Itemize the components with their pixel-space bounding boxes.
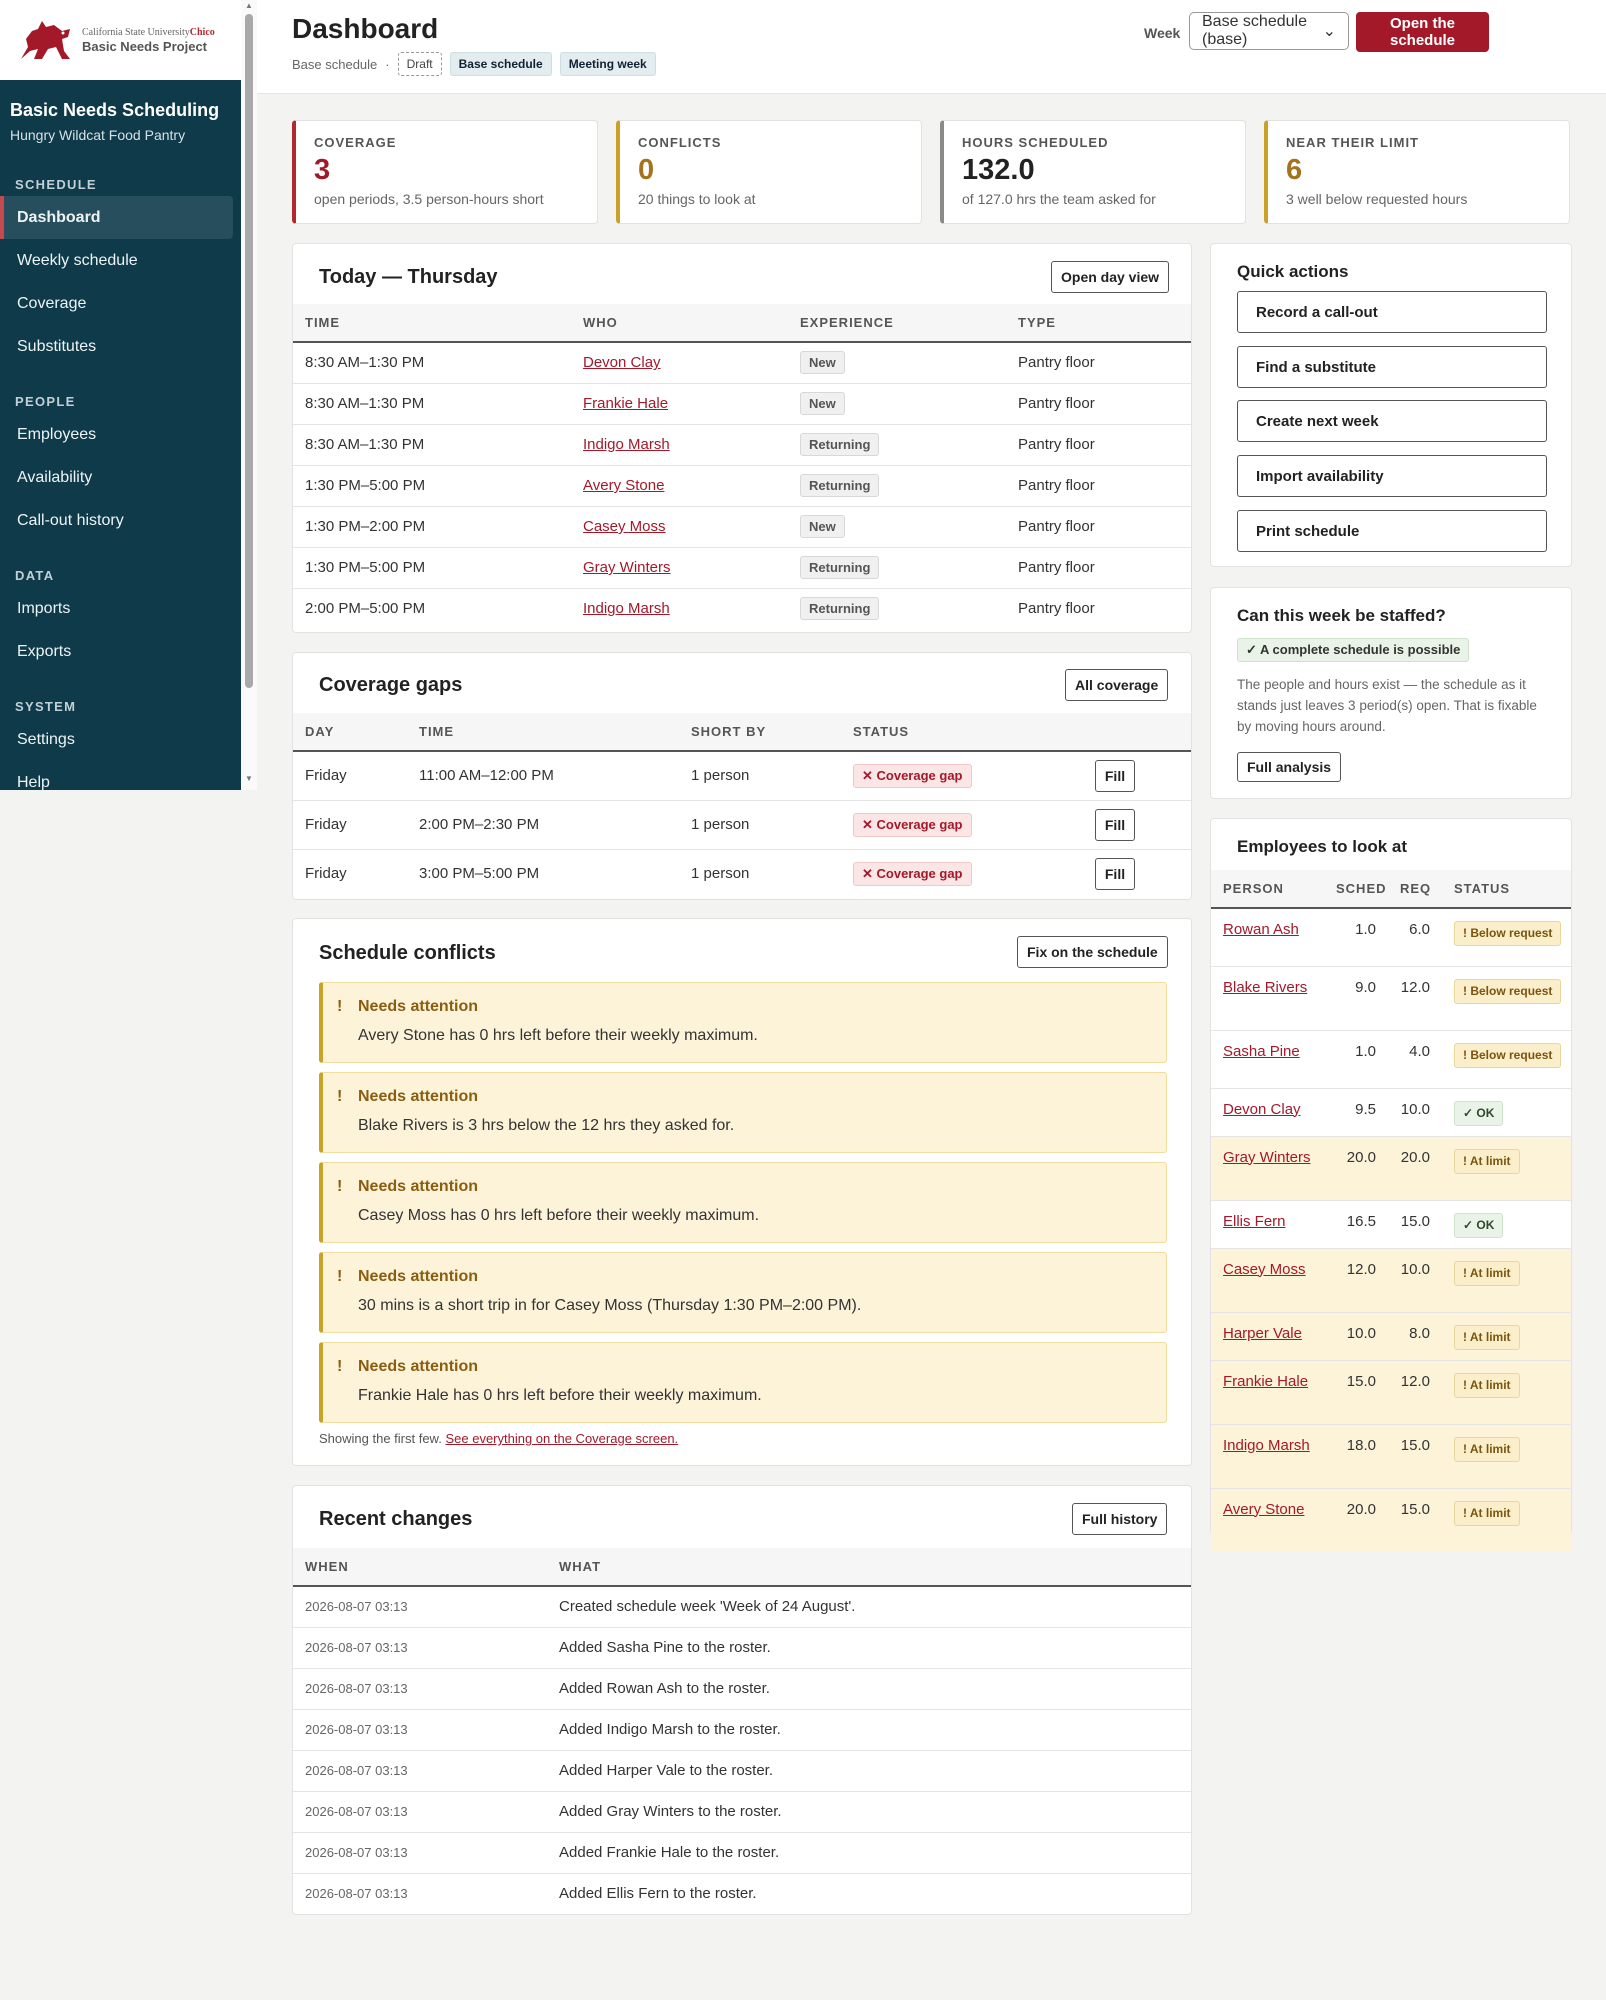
shift-time: 2:00 PM–5:00 PM [305, 600, 426, 618]
today-table [293, 304, 1191, 629]
staffing-text: The people and hours exist — the schedule as it stands just leaves 3 period(s) open. That is fixable by moving hours around. [1237, 677, 1537, 734]
quick-actions-title: Quick actions [1237, 262, 1349, 281]
table-row [1211, 908, 1571, 966]
experience-badge: New [800, 351, 845, 374]
change-what: Added Indigo Marsh to the roster. [547, 1709, 1191, 1750]
gap-time: 2:00 PM–2:30 PM [407, 800, 679, 849]
shift-type: Pantry floor [1006, 383, 1191, 424]
scroll-up-arrow-icon[interactable]: ▲ [245, 1, 253, 10]
fix-on-schedule-button[interactable]: Fix on the schedule [1017, 936, 1168, 968]
status-badge: ! Below request [1454, 1043, 1561, 1068]
employees-title: Employees to look at [1237, 837, 1408, 856]
week-label: Week [1144, 25, 1181, 41]
stat-value: 0 [638, 154, 655, 186]
all-coverage-button[interactable]: All coverage [1065, 669, 1168, 701]
stat-card-conflicts [616, 120, 922, 224]
conflict-title: Needs attention [358, 1178, 479, 1195]
requested-hours: 15.0 [1388, 1488, 1442, 1552]
column-header: REQ [1388, 870, 1442, 908]
employee-link[interactable]: Casey Moss [1223, 1260, 1306, 1278]
table-row [1211, 1088, 1571, 1136]
table-row [293, 1791, 1191, 1832]
conflict-title: Needs attention [358, 1268, 479, 1285]
full-analysis-button[interactable]: Full analysis [1237, 752, 1341, 782]
record-call-out-button[interactable]: Record a call-out [1237, 291, 1547, 333]
table-row [293, 1668, 1191, 1709]
table-row [293, 424, 1191, 465]
coverage-gaps-title: Coverage gaps [319, 674, 463, 696]
conflicts-footer [319, 1431, 678, 1446]
conflict-message: Frankie Hale has 0 hrs left before their weekly maximum. [358, 1387, 762, 1404]
requested-hours: 8.0 [1388, 1312, 1442, 1360]
table-row [1211, 1030, 1571, 1088]
shift-type: Pantry floor [1006, 424, 1191, 465]
employees-card [1210, 818, 1572, 1534]
coverage-gaps-card [292, 652, 1192, 900]
coverage-screen-link[interactable]: See everything on the Coverage screen. [445, 1431, 679, 1446]
sidebar [0, 0, 241, 790]
open-day-view-button[interactable]: Open day view [1051, 261, 1169, 293]
x-icon: ✕ [862, 865, 877, 881]
nav-item-call-out-history[interactable]: Call-out history [17, 512, 124, 529]
column-header: WHAT [547, 1548, 1191, 1586]
nav-section-schedule: SCHEDULE [15, 177, 97, 192]
scheduled-hours: 18.0 [1324, 1424, 1388, 1488]
employee-link[interactable]: Indigo Marsh [583, 600, 670, 618]
conflict-alert [319, 1072, 1167, 1153]
shift-type: Pantry floor [1006, 506, 1191, 547]
status-badge: ! Below request [1454, 921, 1561, 946]
check-icon: ✓ [1463, 1217, 1477, 1232]
change-what: Added Rowan Ash to the roster. [547, 1668, 1191, 1709]
nav-section-system: SYSTEM [15, 699, 77, 714]
table-row [293, 465, 1191, 506]
change-when: 2026-08-07 03:13 [305, 1886, 408, 1902]
change-when: 2026-08-07 03:13 [293, 1750, 547, 1791]
status-badge: ! At limit [1454, 1437, 1520, 1462]
stat-note: open periods, 3.5 person-hours short [314, 191, 544, 207]
create-next-week-button[interactable]: Create next week [1237, 400, 1547, 442]
today-title: Today — Thursday [319, 266, 498, 288]
full-history-button[interactable]: Full history [1072, 1503, 1167, 1535]
coverage-gap-badge: ✕ Coverage gap [853, 764, 972, 788]
week-select-value: Base schedule (base) [1202, 13, 1307, 48]
conflict-title: Needs attention [358, 998, 479, 1015]
requested-hours: 10.0 [1388, 1248, 1442, 1312]
nav-item-settings[interactable]: Settings [17, 731, 75, 748]
status-pill-base: Base schedule [450, 52, 552, 76]
gap-day: Friday [305, 865, 347, 883]
change-when: 2026-08-07 03:13 [293, 1709, 547, 1750]
scheduled-hours: 10.0 [1324, 1312, 1388, 1360]
employee-link[interactable]: Harper Vale [1223, 1324, 1302, 1342]
recent-changes-table [293, 1548, 1191, 1914]
column-header: SHORT BY [679, 713, 841, 751]
wildcat-logo-icon [18, 17, 76, 63]
stat-value: 3 [314, 154, 331, 186]
status-badge: ! At limit [1454, 1261, 1520, 1286]
quick-actions-card [1210, 243, 1572, 567]
column-header: WHEN [293, 1548, 547, 1586]
table-row [1211, 1360, 1571, 1424]
warning-icon: ! [337, 1358, 343, 1375]
status-badge: ! Below request [1454, 979, 1561, 1004]
conflict-alert [319, 1162, 1167, 1243]
conflicts-footer-text: Showing the first few. [319, 1431, 442, 1446]
x-icon: ✕ [862, 816, 877, 832]
employee-link[interactable]: Gray Winters [1223, 1148, 1311, 1166]
stat-label: HOURS SCHEDULED [962, 135, 1109, 150]
recent-changes-title: Recent changes [319, 1508, 473, 1530]
requested-hours: 12.0 [1388, 966, 1442, 1030]
shift-time: 8:30 AM–1:30 PM [293, 383, 571, 424]
nav-item-exports[interactable]: Exports [17, 643, 72, 660]
scheduled-hours: 1.0 [1324, 908, 1388, 966]
sidebar-scrollbar[interactable] [241, 0, 257, 790]
scrollbar-thumb[interactable] [245, 14, 253, 688]
stat-label: COVERAGE [314, 135, 397, 150]
status-pill-draft: Draft [398, 52, 442, 76]
scheduled-hours: 20.0 [1324, 1488, 1388, 1552]
stat-card-coverage [292, 120, 598, 224]
breadcrumb-label: Base schedule [292, 56, 378, 72]
table-row [293, 1627, 1191, 1668]
scheduled-hours: 9.0 [1324, 966, 1388, 1030]
gap-short-by: 1 person [691, 865, 750, 883]
requested-hours: 15.0 [1388, 1424, 1442, 1488]
column-header: EXPERIENCE [788, 304, 1006, 342]
change-when: 2026-08-07 03:13 [293, 1668, 547, 1709]
coverage-gaps-table [293, 713, 1191, 898]
today-rows [293, 342, 1191, 629]
change-what: Added Harper Vale to the roster. [547, 1750, 1191, 1791]
recent-changes-card [292, 1485, 1192, 1915]
warning-icon: ! [337, 998, 343, 1015]
shift-time: 8:30 AM–1:30 PM [293, 342, 571, 383]
change-when: 2026-08-07 03:13 [293, 1832, 547, 1873]
table-row [1211, 1424, 1571, 1488]
stat-card-hours [940, 120, 1246, 224]
employee-link[interactable]: Sasha Pine [1223, 1042, 1300, 1060]
column-header: TIME [293, 304, 571, 342]
import-availability-button[interactable]: Import availability [1237, 455, 1547, 497]
requested-hours: 4.0 [1388, 1030, 1442, 1088]
conflict-alert [319, 1342, 1167, 1423]
table-row [293, 342, 1191, 383]
check-icon: ✓ [1463, 1105, 1477, 1120]
employee-link[interactable]: Avery Stone [1223, 1500, 1305, 1518]
conflict-alert [319, 982, 1167, 1063]
change-when: 2026-08-07 03:13 [293, 1791, 547, 1832]
column-header: TYPE [1006, 304, 1191, 342]
schedule-conflicts-card [292, 918, 1192, 1466]
staffing-possible-badge: ✓ A complete schedule is possible [1237, 638, 1469, 662]
experience-badge: Returning [800, 433, 879, 456]
table-row [293, 1832, 1191, 1873]
app-subtitle: Hungry Wildcat Food Pantry [10, 127, 186, 143]
employee-link[interactable]: Frankie Hale [583, 395, 669, 412]
shift-type: Pantry floor [1006, 547, 1191, 588]
table-row [1211, 966, 1571, 1030]
conflict-message: 30 mins is a short trip in for Casey Moss (Thursday 1:30 PM–2:00 PM). [358, 1297, 862, 1314]
change-what: Created schedule week 'Week of 24 August'. [547, 1586, 1191, 1627]
employees-table [1211, 870, 1571, 1552]
shift-type: Pantry floor [1006, 342, 1191, 383]
shift-type: Pantry floor [1006, 465, 1191, 506]
shift-type: Pantry floor [1018, 600, 1095, 618]
column-header: WHO [571, 304, 788, 342]
status-badge: ! At limit [1454, 1373, 1520, 1398]
requested-hours: 20.0 [1388, 1136, 1442, 1200]
conflict-title: Needs attention [358, 1088, 479, 1105]
nav-item-substitutes[interactable]: Substitutes [17, 338, 97, 355]
nav-section-people: PEOPLE [15, 394, 76, 409]
shift-time: 1:30 PM–5:00 PM [293, 465, 571, 506]
stat-value: 6 [1286, 154, 1303, 186]
experience-badge: Returning [800, 597, 879, 620]
fill-button[interactable]: Fill [1095, 760, 1135, 792]
conflict-message: Casey Moss has 0 hrs left before their weekly maximum. [358, 1207, 760, 1224]
column-header: TIME [407, 713, 679, 751]
scheduled-hours: 15.0 [1324, 1360, 1388, 1424]
print-schedule-button[interactable]: Print schedule [1237, 510, 1547, 552]
table-row [293, 588, 1191, 629]
breadcrumb [292, 52, 656, 76]
fill-button[interactable]: Fill [1095, 809, 1135, 841]
gap-day: Friday [293, 800, 407, 849]
change-what: Added Ellis Fern to the roster. [559, 1885, 757, 1903]
warning-icon: ! [337, 1178, 343, 1195]
employee-link[interactable]: Devon Clay [583, 354, 661, 372]
status-pill-meeting-week: Meeting week [560, 52, 656, 76]
stat-note: 20 things to look at [638, 191, 756, 207]
top-bar [257, 0, 1606, 94]
employee-link[interactable]: Casey Moss [583, 518, 666, 535]
column-header: STATUS [841, 713, 1083, 751]
scheduled-hours: 20.0 [1324, 1136, 1388, 1200]
employee-link[interactable]: Blake Rivers [1223, 978, 1308, 996]
requested-hours: 15.0 [1388, 1200, 1442, 1248]
requested-hours: 10.0 [1388, 1088, 1442, 1136]
status-badge: ! At limit [1454, 1149, 1520, 1174]
table-row [293, 800, 1191, 849]
nav-item-imports[interactable]: Imports [17, 600, 71, 617]
page-title: Dashboard [292, 13, 439, 44]
nav-item-dashboard[interactable]: Dashboard [0, 196, 233, 239]
table-row [1211, 1200, 1571, 1248]
stat-note: 3 well below requested hours [1286, 191, 1468, 207]
table-row [1211, 1488, 1571, 1552]
stat-label: CONFLICTS [638, 135, 722, 150]
column-header: PERSON [1211, 870, 1324, 908]
change-what: Added Gray Winters to the roster. [547, 1791, 1191, 1832]
employee-link[interactable]: Indigo Marsh [1223, 1436, 1310, 1454]
table-row [293, 1873, 1191, 1914]
status-badge: ! At limit [1454, 1501, 1520, 1526]
experience-badge: New [800, 515, 845, 538]
conflict-message: Blake Rivers is 3 hrs below the 12 hrs they asked for. [358, 1117, 735, 1134]
warning-icon: ! [337, 1268, 343, 1285]
experience-badge: Returning [800, 556, 879, 579]
table-row [293, 849, 1191, 898]
coverage-gap-badge: ✕ Coverage gap [853, 813, 972, 837]
employee-link[interactable]: Frankie Hale [1223, 1372, 1309, 1390]
warning-icon: ! [337, 1088, 343, 1105]
scheduled-hours: 9.5 [1324, 1088, 1388, 1136]
status-badge: ✓ OK [1454, 1213, 1503, 1238]
employee-link[interactable]: Devon Clay [1223, 1100, 1301, 1118]
gap-day: Friday [293, 751, 407, 800]
open-schedule-button[interactable]: Open the schedule [1356, 12, 1489, 52]
conflict-alert [319, 1252, 1167, 1333]
x-icon: ✕ [862, 767, 877, 783]
schedule-conflicts-title: Schedule conflicts [319, 942, 496, 964]
column-header-action [1083, 713, 1191, 751]
gap-short-by: 1 person [679, 751, 841, 800]
stat-card-near-limit [1264, 120, 1570, 224]
stat-note: of 127.0 hrs the team asked for [962, 191, 1156, 207]
conflict-title: Needs attention [358, 1358, 479, 1375]
employee-link[interactable]: Indigo Marsh [583, 436, 670, 453]
change-what: Added Frankie Hale to the roster. [547, 1832, 1191, 1873]
app-title: Basic Needs Scheduling [10, 100, 220, 120]
shift-time: 8:30 AM–1:30 PM [293, 424, 571, 465]
breadcrumb-separator: · [385, 56, 390, 72]
university-name: California State UniversityChico [82, 26, 215, 38]
fill-button[interactable]: Fill [1095, 858, 1135, 890]
table-row [1211, 1248, 1571, 1312]
stat-label: NEAR THEIR LIMIT [1286, 135, 1419, 150]
shift-time: 1:30 PM–2:00 PM [293, 506, 571, 547]
nav-section-data: DATA [15, 568, 55, 583]
table-row [1211, 1136, 1571, 1200]
nav-item-help[interactable]: Help [17, 774, 50, 791]
staffing-card [1210, 587, 1572, 799]
table-row [293, 1709, 1191, 1750]
table-row [293, 1586, 1191, 1627]
today-card [292, 243, 1192, 633]
week-select[interactable] [1189, 12, 1349, 50]
gap-time: 3:00 PM–5:00 PM [419, 865, 540, 883]
chevron-down-icon: ⌄ [1322, 23, 1336, 40]
shift-time: 1:30 PM–5:00 PM [293, 547, 571, 588]
nav-item-availability[interactable]: Availability [17, 469, 93, 486]
status-badge: ✓ OK [1454, 1101, 1503, 1126]
table-row [293, 751, 1191, 800]
change-when: 2026-08-07 03:13 [293, 1627, 547, 1668]
coverage-gap-badge: ✕ Coverage gap [853, 862, 972, 886]
brand-logo[interactable] [0, 0, 241, 80]
experience-badge: New [800, 392, 845, 415]
scheduled-hours: 1.0 [1324, 1030, 1388, 1088]
project-name: Basic Needs Project [82, 38, 208, 54]
gap-short-by: 1 person [679, 800, 841, 849]
requested-hours: 12.0 [1388, 1360, 1442, 1424]
employee-link[interactable]: Rowan Ash [1223, 921, 1299, 938]
nav-item-employees[interactable]: Employees [17, 426, 97, 443]
stat-value: 132.0 [962, 154, 1035, 186]
change-what: Added Sasha Pine to the roster. [547, 1627, 1191, 1668]
table-row [293, 1750, 1191, 1791]
gap-time: 11:00 AM–12:00 PM [407, 751, 679, 800]
nav-item-weekly-schedule[interactable]: Weekly schedule [17, 252, 138, 269]
table-row [293, 383, 1191, 424]
conflict-message: Avery Stone has 0 hrs left before their weekly maximum. [358, 1027, 758, 1044]
column-header: DAY [293, 713, 407, 751]
nav-item-coverage[interactable]: Coverage [17, 295, 87, 312]
scheduled-hours: 16.5 [1324, 1200, 1388, 1248]
staffing-title: Can this week be staffed? [1237, 606, 1446, 625]
find-substitute-button[interactable]: Find a substitute [1237, 346, 1547, 388]
requested-hours: 6.0 [1388, 908, 1442, 966]
column-header: STATUS [1442, 870, 1571, 908]
column-header: SCHED [1324, 870, 1388, 908]
check-icon: ✓ [1246, 642, 1261, 657]
table-row [293, 547, 1191, 588]
change-when: 2026-08-07 03:13 [293, 1586, 547, 1627]
employee-link[interactable]: Avery Stone [583, 477, 665, 494]
scroll-down-arrow-icon[interactable]: ▼ [245, 774, 253, 783]
experience-badge: Returning [800, 474, 879, 497]
employee-link[interactable]: Gray Winters [583, 559, 671, 576]
scheduled-hours: 12.0 [1324, 1248, 1388, 1312]
table-row [1211, 1312, 1571, 1360]
table-row [293, 506, 1191, 547]
status-badge: ! At limit [1454, 1325, 1520, 1350]
employee-link[interactable]: Ellis Fern [1223, 1212, 1286, 1230]
